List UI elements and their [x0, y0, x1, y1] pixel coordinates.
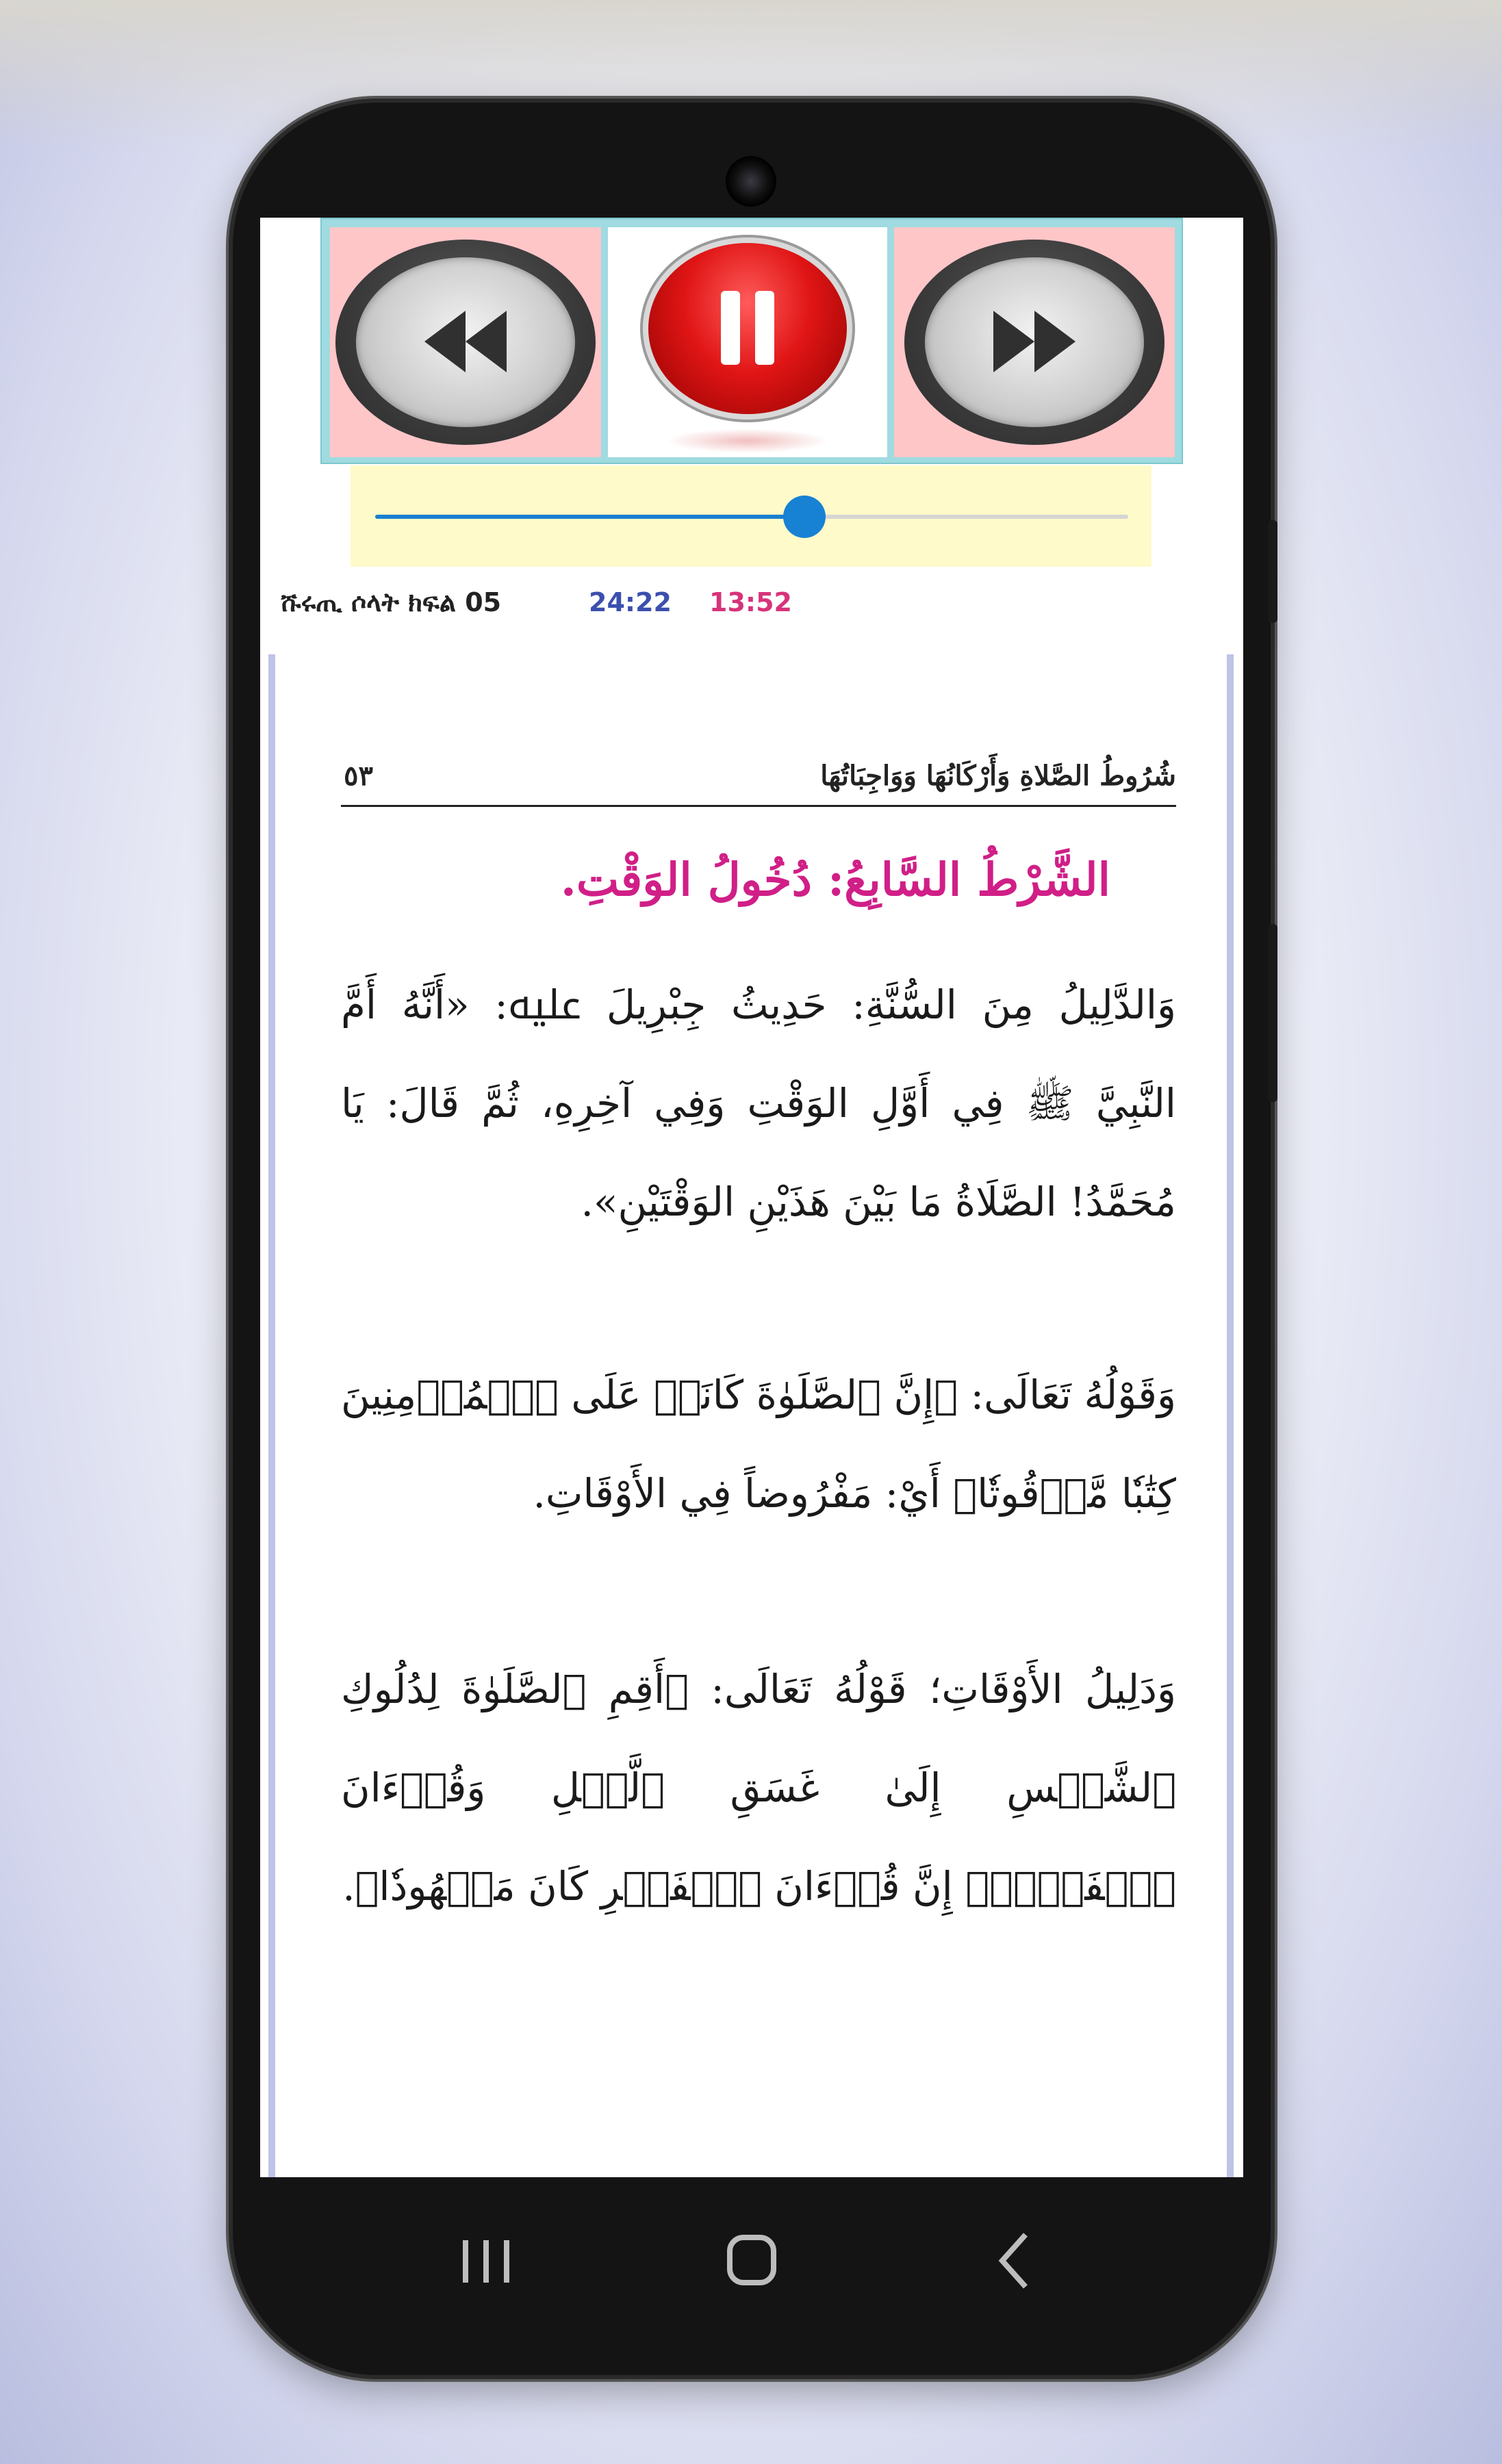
fast-forward-icon	[904, 240, 1164, 445]
rewind-icon	[335, 240, 596, 445]
section-heading: الشَّرْطُ السَّابِعُ: دُخُولُ الوَقْتِ.	[560, 853, 1110, 906]
home-button[interactable]	[711, 2218, 793, 2294]
recents-button[interactable]	[445, 2218, 527, 2294]
paragraph-3: وَدَلِيلُ الأَوْقَاتِ؛ قَوْلُهُ تَعَالَى: ﴿أَقِمِ ٱلصَّلَوٰةَ لِدُلُوكِ ٱلشَّمۡسِ إِلَىٰ غَسَقِ ٱلَّيۡلِ وَقُرۡءَانَ ٱلۡفَجۡرِۖ إِنَّ قُرۡءَانَ ٱلۡفَجۡرِ كَانَ مَشۡهُودٗا﴾.	[341, 1666, 1176, 1910]
home-icon	[711, 2218, 793, 2294]
page-header	[341, 757, 1176, 807]
seek-bar-area	[351, 465, 1151, 567]
track-name: ሹሩጢ ሶላት ክፍል 05	[281, 587, 502, 617]
volume-button	[1268, 520, 1277, 623]
recents-icon	[445, 2218, 527, 2294]
button-reflection	[665, 428, 830, 453]
seek-progress	[375, 515, 804, 519]
paragraph-1: وَالدَّلِيلُ مِنَ السُّنَّةِ: حَدِيثُ جِبْرِيلَ ﷷ: «أَنَّهُ أَمَّ النَّبِيَّ ﷺ فِي أَوَّلِ الوَقْتِ وَفِي آخِرِهِ، ثُمَّ قَالَ: يَا مُحَمَّدُ! الصَّلَاةُ مَا بَيْنَ هَذَيْنِ الوَقْتَيْنِ».	[341, 981, 1176, 1225]
front-camera	[726, 156, 776, 207]
total-time: 24:22	[589, 587, 672, 617]
book-page[interactable]	[268, 654, 1234, 2177]
player-controls	[320, 218, 1183, 464]
app-screen	[260, 218, 1243, 2177]
power-button	[1268, 924, 1277, 1102]
system-navigation-bar	[260, 2177, 1243, 2335]
fast-forward-button[interactable]	[894, 227, 1175, 457]
seek-thumb[interactable]	[783, 496, 826, 538]
track-info	[281, 587, 1239, 628]
pause-icon	[648, 243, 847, 414]
page-header-title: شُرُوطُ الصَّلاةِ وَأَرْكَانُهَا وَوَاجِبَاتُهَا	[820, 760, 1176, 792]
paragraph-2: وَقَوْلُهُ تَعَالَى: ﴿إِنَّ ٱلصَّلَوٰةَ كَانَتۡ عَلَى ٱلۡمُؤۡمِنِينَ كِتَٰبٗا مَّوۡقُوتٗا﴾ أَيْ: مَفْرُوضاً فِي الأَوْقَاتِ.	[341, 1372, 1176, 1517]
page-number: ٥٣	[344, 760, 373, 792]
rewind-button[interactable]	[330, 227, 601, 457]
current-time: 13:52	[709, 587, 792, 617]
seek-track[interactable]	[375, 515, 1128, 519]
pause-button[interactable]	[608, 227, 887, 457]
back-button[interactable]	[972, 2218, 1054, 2294]
back-icon	[972, 2218, 1054, 2294]
